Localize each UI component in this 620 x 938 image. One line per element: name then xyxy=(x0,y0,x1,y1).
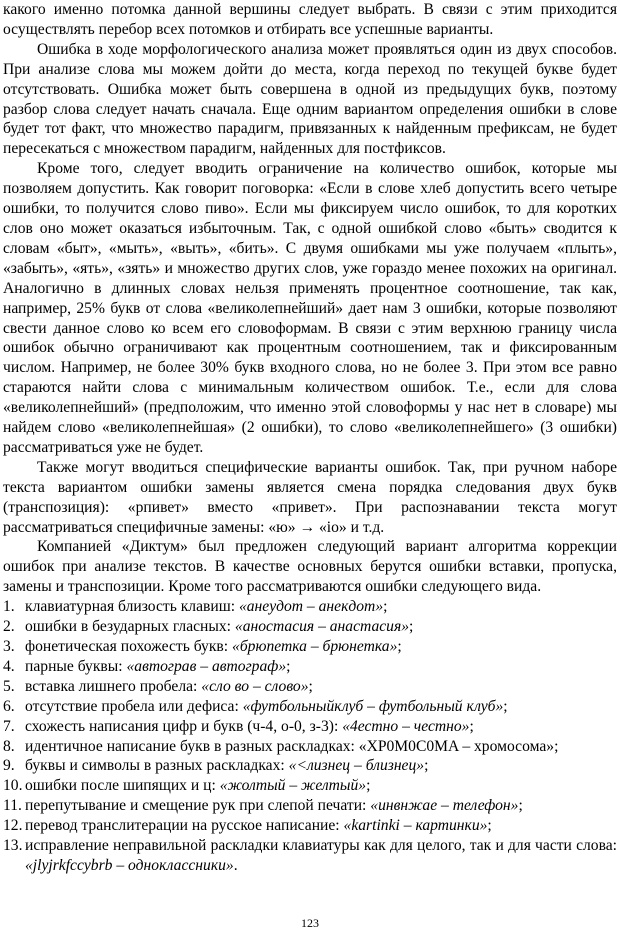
list-item: 3. фонетическая похожесть букв: «брюnетка – брюнетка»; xyxy=(3,638,402,655)
list-item: 5. вставка лишнего пробела: «сло во – слово»; xyxy=(3,677,313,695)
list-item: 8. идентичное написание букв в разных раскладках: «XP0M0C0MA – хромосома»; xyxy=(3,737,559,755)
list-item: 10. ошибки после шипящих и ц: «жолтый – желтый»; xyxy=(3,777,371,795)
paragraph-dictum-algorithm: Компанией «Диктум» был предложен следующий вариант алгоритма коррекции ошибок при анализе текстов. В качестве основных берутся ошибки вставки, пропуска, замены и транспозиции. Кроме того рассматриваются ошибки следующего вида. xyxy=(3,538,617,596)
page-number: 123 xyxy=(301,916,319,930)
paragraph-specific-errors: Также могут вводиться специфические варианты ошибок. Так, при ручном наборе текста вариантом ошибки замены является смена порядка следования двух букв (транспозиция): «рпивет» вместо «привет». При распознавании текста могут рассматриваться специфичные замены: «ю» → «io» и т.д. xyxy=(3,458,617,536)
list-item: 6. отсутствие пробела или дефиса: «футбольныйклуб – футбольный клуб»; xyxy=(3,697,508,715)
list-item: 11. перепутывание и смещение рук при слепой печати: «инвнжае – телефон»; xyxy=(3,797,523,815)
error-types-list xyxy=(3,597,617,876)
paragraph-error-limit: Кроме того, следует вводить ограничение на количество ошибок, которые мы позволяем допустить. Как говорит поговорка: «Если в слове хлеб допустить всего четыре ошибки, то получится слово пиво». Если мы фиксируем число ошибок, то для коротких слов оно может оказаться избыточным. Так, с одной ошибкой слово «быть» сводится к словам «быт», «мыть», «выть», «бить». С двумя ошибками мы уже получаем «плыть», «забыть», «ять», «зять» и множество других слов, уже гораздо менее похожих на оригинал. Аналогично в длинных словах нельзя применять процентное соотношение, так как, например, 25% букв от слова «великолепнейший» дает нам 3 ошибки, которые позволяют свести данное слово ко всем его словоформам. В связи с этим верхнюю границу числа ошибок обычно ограничивают как процентным соотношением, так и фиксированным числом. Например, не более 30% букв входного слова, но не более 3. При этом все равно стараются найти слова с минимальным количеством ошибок. Т.е., если для слова «великолепнейший» (предположим, что именно этой словоформы у нас нет в словаре) мы найдем слово «великолепнейшая» (2 ошибки), то слово «великолепнейшего» (3 ошибки) рассматриваться уже не будет. xyxy=(3,160,617,456)
paragraph-continuation: какого именно потомка данной вершины следует выбрать. В связи с этим приходится осуществлять перебор всех потомков и отбирать все успешные варианты. xyxy=(3,1,617,38)
list-item: 12. перевод транслитерации на русское написание: «kartinki – картинки»; xyxy=(3,817,492,835)
list-item: 4. парные буквы: «автограв – автограф»; xyxy=(3,657,291,675)
body-text xyxy=(3,0,617,876)
paragraph-error-detection: Ошибка в ходе морфологического анализа может проявляться один из двух способов. При анализе слова мы можем дойти до места, когда переход по текущей букве будет отсутствовать. Ошибка может быть совершена в одной из предыдущих букв, поэтому разбор слова следует начать сначала. Еще одним вариантом определения ошибки в слове будет тот факт, что множество парадигм, привязанных к найденным префиксам, не будет пересекаться с множеством парадигм, найденных для постфиксов. xyxy=(3,40,617,158)
list-item: 1. клавиатурная близость клавиш: «анеудот – анекдот»; xyxy=(3,598,388,616)
list-item: 2. ошибки в безударных гласных: «аностасия – анастасия»; xyxy=(3,618,414,636)
list-item: 9. буквы и символы в разных раскладках: «<лизнец – близнец»; xyxy=(3,757,429,775)
list-item: 7. схожесть написания цифр и букв (ч-4, о-0, з-3): «4естно – честно»; xyxy=(3,717,474,735)
list-item: 13. исправление неправильной раскладки клавиатуры как для целого, так и для части слова: «jlyjrkfccybrb – одноклассники». xyxy=(3,837,617,874)
